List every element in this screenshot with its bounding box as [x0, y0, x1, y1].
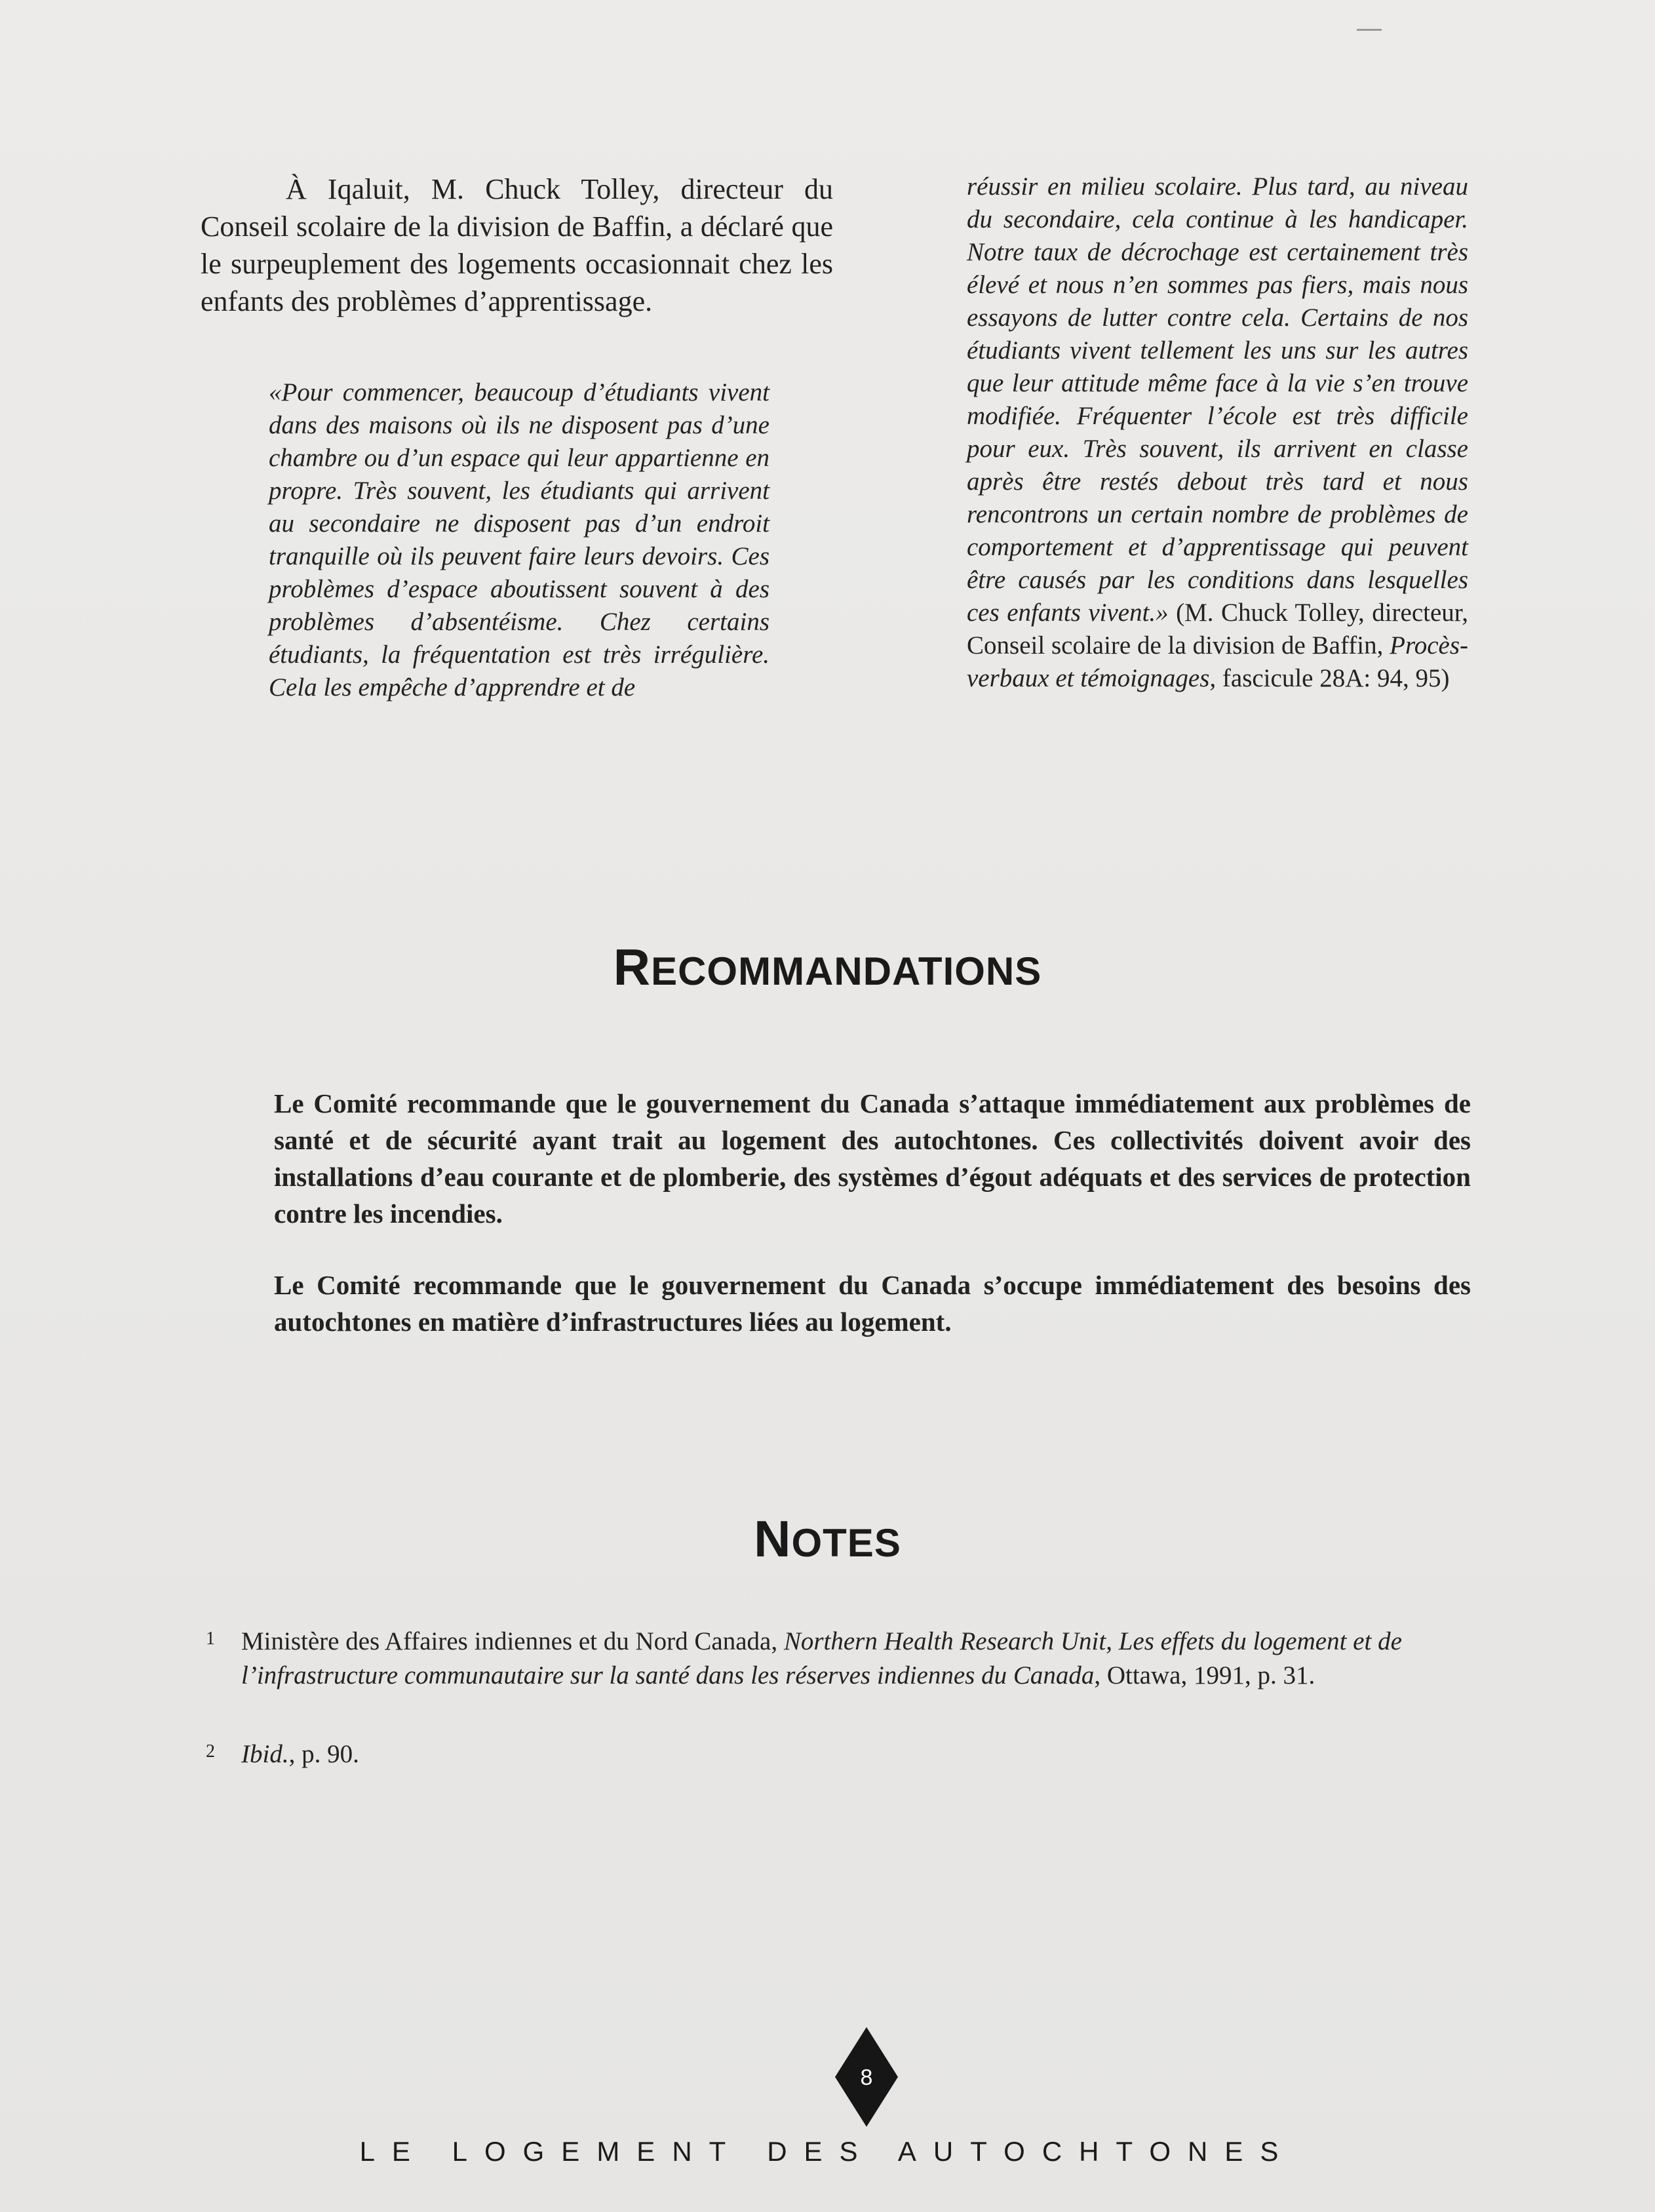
testimony-quote-start: «Pour commencer, beaucoup d’étudiants vivent dans des maisons où ils ne disposent pas d’une chambre ou d’un espace qui leur appartienne en propre. Très souvent, les étudiants qui arrivent au secondaire ne disposent pas d’un endroit tranquille où ils peuvent faire leurs devoirs. Ces problèmes d’espace aboutissent souvent à des problèmes d’absentéisme. Chez certains étudiants, la fréquentation est très irrégulière. Cela les empêche d’apprendre et de: [269, 378, 769, 701]
top-mark: [1357, 29, 1382, 31]
recommendation-2: Le Comité recommande que le gouvernement du Canada s’occupe immédiatement des besoins des autochtones en matière d’infrastructures liées au logement.: [274, 1270, 1471, 1337]
footnote-number: 2: [206, 1741, 215, 1762]
page-number-diamond-icon: [835, 2027, 898, 2127]
attribution-source: Procès-verbaux et témoignages,: [967, 631, 1468, 692]
attribution-text: (M. Chuck Tolley, directeur, Conseil scolaire de la division de Baffin,: [967, 599, 1468, 660]
footnote-1: [206, 1625, 1543, 1693]
attribution-reference: fascicule 28A: 94, 95): [1216, 664, 1450, 692]
notes-heading: NOTES: [754, 1510, 901, 1568]
page-number: 8: [860, 2065, 873, 2090]
testimony-quote-continued: [967, 170, 1468, 695]
recommendations-heading: RECOMMANDATIONS: [613, 938, 1042, 996]
recommendation-1: Le Comité recommande que le gouvernement du Canada s’attaque immédiatement aux problèmes de santé et de sécurité ayant trait au logement des autochtones. Ces collectivités doivent avoir des installations d’eau courante et de plomberie, des systèmes d’égout adéquats et des services de protection contre les incendies.: [274, 1088, 1471, 1229]
footnote-text: Ibid., p. 90.: [241, 1740, 359, 1768]
footnote-2: [206, 1737, 1543, 1771]
footnote-number: 1: [206, 1629, 215, 1649]
intro-paragraph: À Iqaluit, M. Chuck Tolley, directeur du Conseil scolaire de la division de Baffin, a déclaré que le surpeuplement des logements occasionnait chez les enfants des problèmes d’apprentissage.: [201, 173, 833, 317]
running-footer: LE LOGEMENT DES AUTOCHTONES: [359, 2136, 1296, 2167]
footnote-text: Ministère des Affaires indiennes et du Nord Canada, Northern Health Research Unit, Les effets du logement et de l’infrastructure communautaire sur la santé dans les réserves indiennes du Canada, Ottawa, 1991, p. 31.: [241, 1627, 1402, 1689]
left-column: [201, 170, 833, 704]
right-column: [967, 170, 1468, 695]
quote-continued-text: réussir en milieu scolaire. Plus tard, au niveau du secondaire, cela continue à les handicaper. Notre taux de décrochage est certainement très élevé et nous n’en sommes pas fiers, mais nous essayons de lutter contre cela. Certains de nos étudiants vivent tellement les uns sur les autres que leur attitude même face à la vie s’en trouve modifiée. Fréquenter l’école est très difficile pour eux. Très souvent, ils arrivent en classe après être restés debout très tard et nous rencontrons un certain nombre de problèmes de comportement et d’apprentissage qui peuvent être causés par les conditions dans lesquelles ces enfants vivent.»: [967, 172, 1468, 627]
